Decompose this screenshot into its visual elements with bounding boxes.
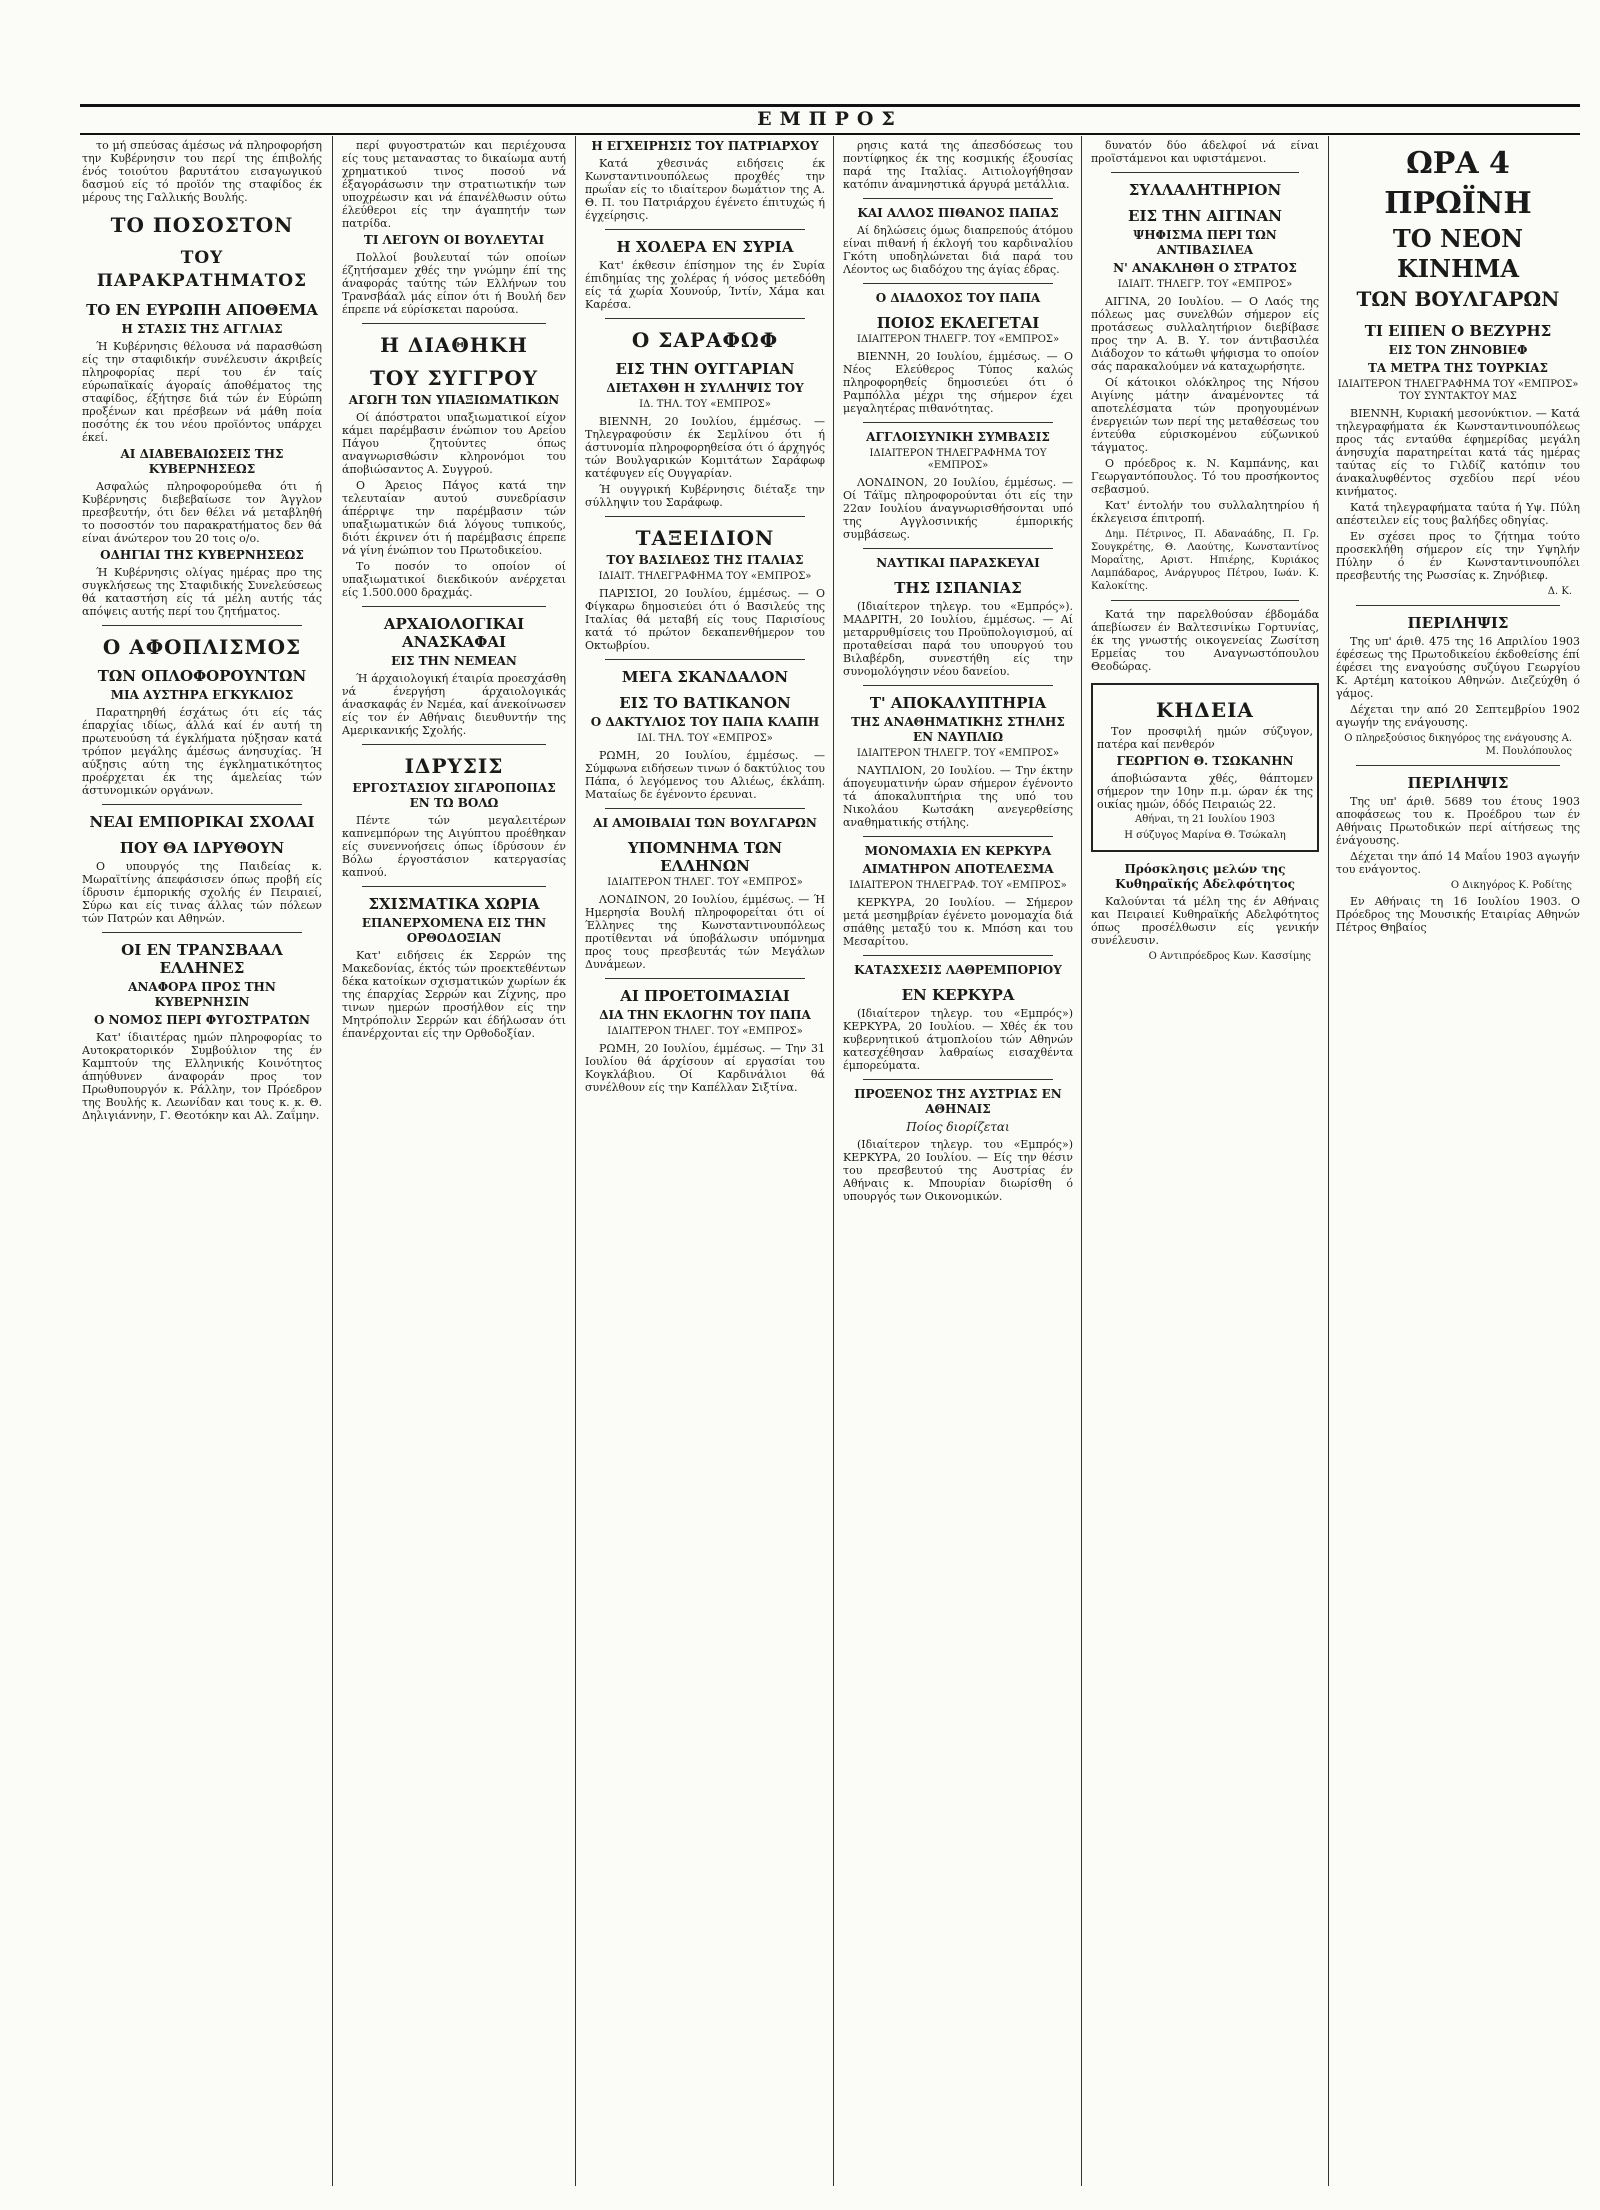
signatures: Δημ. Πέτρινος, Π. Αδαναάδης, Π. Γρ. Σουγκρέτης, Θ. Λαούτης, Κωνσταντίνος Μοραΐτης, Αριστ. Ηπιέρης, Κυριάκος Λαμπάδαρος, Ανάργυρος Πέτρου, Ιωάν. Κ. Καλοκίτης. (1091, 529, 1319, 592)
edition-banner: ΩΡΑ 4 ΠΡΩΪΝΗ (1384, 146, 1532, 221)
divider (605, 659, 805, 660)
article-text: ΒΙΕΝΝΗ, Κυριακή μεσονύκτιον. — Κατά τηλεγραφήματα έκ Κωνσταντινουπόλεως προς τάς ενταύθα έφημερίδας μεγάλη άνησυχία παρατηρείται κατά τάς ημέρας ταύτας είς το Γιλδίζ κατόπιν του άνακαλυφθέντος σχεδίου περί νέου κινήματος. (1336, 407, 1580, 498)
divider (863, 422, 1053, 423)
notice-signature: Ο Αντιπρόεδρος Κων. Κασσίμης (1148, 951, 1311, 962)
subheadline: ΕΠΑΝΕΡΧΟΜΕΝΑ ΕΙΣ ΤΗΝ ΟΡΘΟΔΟΞΙΑΝ (361, 916, 547, 945)
article-text: Το ποσόν το οποίον οί υπαξιωματικοί διεκδικούν ανέρχεται είς 1.500.000 δραχμάς. (342, 560, 566, 599)
subheadline: ΕΙΣ ΤΟΝ ΖΗΝΟΒΙΕΦ (1388, 343, 1528, 357)
author-initials: Δ. Κ. (1547, 586, 1572, 597)
subheadline: Ο ΝΟΜΟΣ ΠΕΡΙ ΦΥΓΟΣΤΡΑΤΩΝ (93, 1013, 311, 1027)
article-text: Εν σχέσει προς το ζήτημα τούτο προσεκλήθη σήμερον είς την Υψηλήν Πύλην ό έν Κωνσταντινουπόλει πρεσβευτής της Ρωσσίας κ. Ζηνόβιεφ. (1336, 530, 1580, 582)
headline: ΤΑΞΕΙΔΙΟΝ (635, 526, 775, 550)
headline: ΤΩΝ ΒΟΥΛΓΑΡΩΝ (1356, 287, 1560, 311)
subheadline: ΤΟΥ ΒΑΣΙΛΕΩΣ ΤΗΣ ΙΤΑΛΙΑΣ (606, 553, 804, 567)
article-text: ΒΙΕΝΝΗ, 20 Ιουλίου, έμμέσως. — Τηλεγραφούσιν έκ Σεμλίνου ότι ή άστυνομία πληροφορηθείσα ότι ό άρχηγός τών Βουλγαρικών Κομιτάτων Σαράφωφ κατέφυγεν είς Ουγγαρίαν. (585, 415, 825, 480)
divider (102, 804, 302, 805)
headline: ΕΙΣ ΤΟ ΒΑΤΙΚΑΝΟΝ (619, 694, 791, 712)
article-text: Κατά τηλεγραφήματα ταύτα ή Υψ. Πύλη απέστειλεν είς τους βαλήδες οδηγίας. (1336, 501, 1580, 527)
divider (362, 606, 546, 607)
headline: ΚΑΙ ΑΛΛΟΣ ΠΙΘΑΝΟΣ ΠΑΠΑΣ (857, 206, 1059, 220)
column-3 (585, 136, 825, 2186)
article-text: ΛΟΝΔΙΝΟΝ, 20 Ιουλίου, έμμέσως. — Οί Τάϊμς πληροφορούνται ότι είς την 22αν Ιουλίου άναγνωρισθήσονται υπό της Αγγλοσινικής έμπορικής συμβάσεως. (843, 476, 1073, 541)
headline: ΤΗΣ ΙΣΠΑΝΙΑΣ (894, 579, 1022, 597)
subheadline: ΑΝΑΦΟΡΑ ΠΡΟΣ ΤΗΝ ΚΥΒΕΡΝΗΣΙΝ (128, 980, 276, 1009)
headline: Ο ΑΦΟΠΛΙΣΜΟΣ (102, 635, 302, 659)
headline: ΠΡΟΞΕΝΟΣ ΤΗΣ ΑΥΣΤΡΙΑΣ ΕΝ ΑΘΗΝΑΙΣ (854, 1087, 1062, 1116)
divider (863, 283, 1053, 284)
column-rule (833, 136, 834, 2186)
dateline: ΙΔΙ. ΤΗΛ. ΤΟΥ «ΕΜΠΡΟΣ» (637, 733, 773, 744)
article-text: Ασφαλώς πληροφορούμεθα ότι ή Κυβέρνησις διεβεβαίωσε τον Άγγλον πρεσβευτήν, ότι δεν θέλει νά μεταβληθή το ποσοστόν του παρακρατήματος δεν θά είναι άνώτερον του 20 τοις ο/ο. (82, 480, 322, 545)
headline: ΣΧΙΣΜΑΤΙΚΑ ΧΩΡΙΑ (368, 895, 540, 913)
divider (605, 229, 805, 230)
dateline: ΙΔΙΑΙΤΕΡΟΝ ΤΗΛΕΓ. ΤΟΥ «ΕΜΠΡΟΣ» (607, 1026, 803, 1037)
article-text: ΡΩΜΗ, 20 Ιουλίου, έμμέσως. — Την 31 Ιουλίου θά άρχίσουν αί εργασίαι του Κογκλάβιου. Οί Καρδινάλιοι θά συνέλθουν είς την Καπέλλαν Σιξτίνα. (585, 1042, 825, 1094)
headline: ΑΙ ΠΡΟΕΤΟΙΜΑΣΙΑΙ (620, 987, 790, 1005)
article-text: ρησις κατά της άπεσδόσεως του ποντίφηκος έκ της κοσμικής έξουσίας παρά της Ιταλίας. Αιτιολογήθησαν κατόπιν άναμνηστικά άργυρά μετάλλια. (843, 139, 1073, 191)
headline: ΕΙΣ ΤΗΝ ΑΙΓΙΝΑΝ (1128, 207, 1282, 225)
subheadline: ΟΔΗΓΙΑΙ ΤΗΣ ΚΥΒΕΡΝΗΣΕΩΣ (100, 548, 304, 562)
divider (1111, 600, 1299, 601)
headline: ΤΟ ΝΕΟΝ ΚΙΝΗΜΑ (1392, 224, 1524, 283)
subheadline: ΤΟ ΕΝ ΕΥΡΩΠΗ ΑΠΟΘΕΜΑ (86, 301, 318, 319)
newspaper-title: ΕΜΠΡΟΣ (757, 108, 903, 130)
column-rule (332, 136, 333, 2186)
column-rule (1328, 136, 1329, 2186)
divider (605, 516, 805, 517)
article-text: Ή ουγγρική Κυβέρνησις διέταξε την σύλληψιν του Σαράφωφ. (585, 483, 825, 509)
article-text: (Ιδιαίτερον τηλεγρ. του «Εμπρός») ΚΕΡΚΥΡΑ, 20 Ιουλίου. — Είς την θέσιν του πρεσβευτού της Αυστρίας έν Αθήναις κ. Μπουρίαν διωρίσθη ό υπουργός των Οικονομικών. (843, 1138, 1073, 1203)
headline: ΙΔΡΥΣΙΣ (404, 754, 504, 778)
subheadline: ΤΙ ΕΙΠΕΝ Ο ΒΕΖΥΡΗΣ (1364, 322, 1552, 340)
divider (605, 808, 805, 809)
headline: ΕΙΣ ΤΗΝ ΟΥΓΓΑΡΙΑΝ (615, 360, 795, 378)
divider (863, 955, 1053, 956)
divider (605, 978, 805, 979)
column-5 (1091, 136, 1319, 2186)
dateline: ΙΔΙΑΙΤ. ΤΗΛΕΓΡ. ΤΟΥ «ΕΜΠΡΟΣ» (1117, 279, 1293, 290)
subheadline: ΑΙΜΑΤΗΡΟΝ ΑΠΟΤΕΛΕΣΜΑ (862, 862, 1054, 876)
article-text: Ή Κυβέρνησις θέλουσα νά παρασθώση είς την σταφιδικήν συνέλευσιν άκριβείς πληροφορίας περί του έν ταίς εύρωπαϊκαίς άγοραίς άποθέματος της σταφίδος, έξήτησε διά τών έν Εύρώπη προξένων και πρέσβεων νά μάθη ποία ποσότης έκ του νέου προϊόντος υπάρχει έκεί. (82, 340, 322, 444)
subheadline: ΑΙ ΔΙΑΒΕΒΑΙΩΣΕΙΣ ΤΗΣ ΚΥΒΕΡΝΗΣΕΩΣ (120, 447, 284, 476)
subheadline: ΤΗΣ ΑΝΑΘΗΜΑΤΙΚΗΣ ΣΤΗΛΗΣ ΕΝ ΝΑΥΠΛΙΩ (851, 715, 1065, 744)
dateline: ΙΔ. ΤΗΛ. ΤΟΥ «ΕΜΠΡΟΣ» (639, 399, 771, 410)
headline: Τ' ΑΠΟΚΑΛΥΠΤΗΡΙΑ (869, 694, 1047, 712)
divider (102, 932, 302, 933)
subheadline: Η ΣΤΑΣΙΣ ΤΗΣ ΑΓΓΛΙΑΣ (121, 322, 283, 336)
subheadline: ΜΙΑ ΑΥΣΤΗΡΑ ΕΓΚΥΚΛΙΟΣ (110, 688, 294, 702)
dateline: ΙΔΙΑΙΤΕΡΟΝ ΤΗΛΕΓΡ. ΤΟΥ «ΕΜΠΡΟΣ» (856, 748, 1060, 759)
headline: ΟΙ ΕΝ ΤΡΑΝΣΒΑΑΛ ΕΛΛΗΝΕΣ (121, 941, 283, 977)
headline: ΤΟΥ ΣΥΓΓΡΟΥ (369, 366, 539, 390)
notice-heading: ΠΕΡΙΛΗΨΙΣ (1407, 614, 1509, 632)
divider (863, 836, 1053, 837)
subheadline: ΨΗΦΙΣΜΑ ΠΕΡΙ ΤΩΝ ΑΝΤΙΒΑΣΙΛΕΑ (1133, 228, 1277, 257)
dateline: ΙΔΙΑΙΤ. ΤΗΛΕΓΡΑΦΗΜΑ ΤΟΥ «ΕΜΠΡΟΣ» (598, 571, 812, 582)
article-text: Κατ' έντολήν του συλλαλητηρίου ή έκλεγεισα έπιτροπή. (1091, 499, 1319, 525)
dateline: ΙΔΙΑΙΤΕΡΟΝ ΤΗΛΕΓΡ. ΤΟΥ «ΕΜΠΡΟΣ» (856, 334, 1060, 345)
article-text: περί φυγοστρατών και περιέχουσα είς τους μεταναστας το δικαίωμα αυτή χρηματικού τινος ποσού νά έξαγοράσωσιν την στρατιωτικήν των υποχρέωσιν και νά έπανέλθωσιν ούτω έλεύθεροι είς την άγαπητήν των πατρίδα. (342, 139, 566, 230)
notice-text: άποβιώσαντα χθές, θάπτομεν σήμερον την 10ην π.μ. ώραν έκ της οικίας ημών, όδός Πειραιώς 22. (1097, 772, 1313, 811)
divider (362, 323, 546, 324)
headline: ΠΟΙΟΣ ΕΚΛΕΓΕΤΑΙ (876, 314, 1040, 332)
headline: ΤΩΝ ΟΠΛΟΦΟΡΟΥΝΤΩΝ (97, 667, 307, 685)
divider (863, 1079, 1053, 1080)
article-text: ΛΟΝΔΙΝΟΝ, 20 Ιουλίου, έμμέσως. — Ή Ημερησία Βουλή πληροφορείται ότι οί Έλληνες της Κωνσταντινουπόλεως προτίθενται νά ύποβάλωσιν υπόμνημα προς τους πρεσβευτάς τών Μεγάλων Δυνάμεων. (585, 893, 825, 971)
notice-signature: Ο πληρεξούσιος δικηγόρος της ενάγουσης Α. Μ. Πουλόπουλος (1344, 733, 1572, 757)
divider (1356, 765, 1560, 766)
headline: ΚΑΤΑΣΧΕΣΙΣ ΛΑΘΡΕΜΠΟΡΙΟΥ (854, 963, 1062, 977)
divider (863, 198, 1053, 199)
dateline: ΙΔΙΑΙΤΕΡΟΝ ΤΗΛΕΓ. ΤΟΥ «ΕΜΠΡΟΣ» (607, 877, 803, 888)
notice-text: Δέχεται την από 20 Σεπτεμβρίου 1902 αγωγήν της ενάγουσης. (1336, 703, 1580, 729)
article-text: ΚΕΡΚΥΡΑ, 20 Ιουλίου. — Σήμερον μετά μεσημβρίαν έγένετο μονομαχία διά σπάθης μεταξύ του κ. Μπόση και του Μεσαρίτου. (843, 896, 1073, 948)
headline: ΑΓΓΛΟΙΣΥΝΙΚΗ ΣΥΜΒΑΣΙΣ (866, 430, 1050, 444)
article-text: Ο πρόεδρος κ. Ν. Καμπάνης, και Γεωργαντόπουλος. Τό του προσήκοντος σεβασμού. (1091, 457, 1319, 496)
notice-text: Της υπ' άριθ. 475 της 16 Απριλίου 1903 έφέσεως της Πρωτοδικείου έκδοθείσης έπί έφέσει της εναγούσης συζύγου Γεωργίου Κ. Αρτέμη κατοίκου Αθηνών. Διεζεύχθη ό γάμος. (1336, 635, 1580, 700)
article-text: Κατά χθεσινάς ειδήσεις έκ Κωνσταντινουπόλεως προχθές την πρωΐαν είς το ιδιαίτερον δωμάτιον της Α. Θ. Π. του Πατριάρχου έγένετο έπιτυχώς ή έγχείρησις. (585, 157, 825, 222)
notice-text: Τον προσφιλή ημών σύζυγον, πατέρα καί πενθερόν (1097, 725, 1313, 751)
headline: Η ΧΟΛΕΡΑ ΕΝ ΣΥΡΙΑ (616, 238, 794, 256)
article-text: (Ιδιαίτερον τηλεγρ. του «Εμπρός») ΚΕΡΚΥΡΑ, 20 Ιουλίου. — Χθές έκ του κυβερνητικού άτμοπλοίου τών Αθηνών κατεσχέθησαν λαθραίως εισαχθέντα έμπορεύματα. (843, 1007, 1073, 1072)
article-text: Παρατηρηθή έσχάτως ότι είς τάς έπαρχίας ιδίως, άλλά καί έν αυτή τη πρωτευούση τά έγκλήματα ηύξησαν κατά τρόπον μεγάλης άμέσως άνησυχίας. Ή αύξησις αύτη της έγκληματικότητος προέρχεται έκ της άμελείας τών άστυνομικών οργάνων. (82, 706, 322, 797)
article-text: Κατ' έκθεσιν έπίσημον της έν Συρία έπιδημίας της χολέρας ή νόσος μετεδόθη είς τά χωρία Χουνούρ, Ίντίν, Χάμα και Καρέσα. (585, 259, 825, 311)
subheadline: ΔΙΑ ΤΗΝ ΕΚΛΟΓΗΝ ΤΟΥ ΠΑΠΑ (599, 1008, 811, 1022)
notice-signature: Ο Δικηγόρος Κ. Ροδίτης (1450, 880, 1572, 891)
notice-text: Εν Αθήναις τη 16 Ιουλίου 1903. Ο Πρόεδρος της Μουσικής Εταιρίας Αθηνών Πέτρος Θηβαίος (1336, 895, 1580, 934)
notice-signature: Η σύζυγος Μαρίνα Θ. Τσώκαλη (1124, 830, 1286, 841)
headline: Ο ΔΙΑΔΟΧΟΣ ΤΟΥ ΠΑΠΑ (875, 291, 1041, 305)
article-text: ΝΑΥΠΛΙΟΝ, 20 Ιουλίου. — Την έκτην άπογευματινήν ώραν σήμερον έγένοντο τά άποκαλυπτήρια της υπό του Νικολάου Κωτσάκη ανεγερθείσης αναθηματικής στήλης. (843, 764, 1073, 829)
headline: ΣΥΛΛΑΛΗΤΗΡΙΟΝ (1128, 181, 1282, 199)
column-rule (575, 136, 576, 2186)
headline: ΜΕΓΑ ΣΚΑΝΔΑΛΟΝ (621, 668, 789, 686)
funeral-notice-box (1091, 683, 1319, 852)
dateline: ΙΔΙΑΙΤΕΡΟΝ ΤΗΛΕΓΡΑΦ. ΤΟΥ «ΕΜΠΡΟΣ» (849, 880, 1067, 891)
subheadline: ΕΡΓΟΣΤΑΣΙΟΥ ΣΙΓΑΡΟΠΟΙΙΑΣ ΕΝ ΤΩ ΒΟΛΩ (352, 781, 556, 810)
column-1 (82, 136, 322, 2186)
subheadline: Ν' ΑΝΑΚΛΗΘΗ Ο ΣΤΡΑΤΟΣ (1113, 261, 1297, 275)
article-text: Αί δηλώσεις όμως διαπρεπούς άτόμου είναι πιθανή ή έκλογή του καρδιναλίου Γκότη υποδηλώνεται διά παρά του Λέοντος ως διαδόχου της άγίας έδρας. (843, 224, 1073, 276)
article-text: Ο υπουργός της Παιδείας κ. Μωραϊτίνης άπεφάσισεν όπως προβή είς ίδρυσιν έμπορικής σχολής έν Πειραιεί, Σύρω και είς τινας άλλας τών πόλεων τών Πατρών και Αθηνών. (82, 860, 322, 925)
article-text: Ο Άρειος Πάγος κατά την τελευταίαν αυτού συνεδρίασιν άπέρριψε την παρέμβασιν τών υπαξιωματικών διά λόγους τυπικούς, διότι έκρινεν ότι ή παρέμβασις έπρεπε νά γίνη ένώπιον του Πρωτοδικείου. (342, 479, 566, 557)
notice-heading: ΠΕΡΙΛΗΨΙΣ (1407, 774, 1509, 792)
divider (605, 318, 805, 319)
headline: ΝΕΑΙ ΕΜΠΟΡΙΚΑΙ ΣΧΟΛΑΙ (89, 813, 315, 831)
notice-date: Αθήναι, τη 21 Ιουλίου 1903 (1135, 814, 1275, 825)
subheadline: ΤΙ ΛΕΓΟΥΝ ΟΙ ΒΟΥΛΕΥΤΑΙ (363, 233, 545, 247)
article-text: ΒΙΕΝΝΗ, 20 Ιουλίου, έμμέσως. — Ο Νέος Ελεύθερος Τύπος καλώς πληροφορηθείς δημοσιεύει ότι ό Ραμπόλλα μέχρι της σήμερον έχει μεγαλητέρας πιθανότητας. (843, 350, 1073, 415)
divider (102, 625, 302, 626)
column-rule (1081, 136, 1082, 2186)
notice-text: Της υπ' άριθ. 5689 του έτους 1903 αποφάσεως του κ. Προέδρου των έν Αθήναις Πρωτοδικών περί αίτήσεως της ένάγουσης. (1336, 795, 1580, 847)
article-text: το μή σπεύσας άμέσως νά πληροφορήση την Κυβέρνησιν του περί της έπιβολής ένός τοιούτου βαρυτάτου εισαγωγικού δασμού είς τό προϊόν της σταφίδος έκ μέρους της Γαλλικής Βουλής. (82, 139, 322, 204)
article-text: Κατ' ειδήσεις έκ Σερρών της Μακεδονίας, έκτός τών προεκτεθέντων δέκα κατοίκων σχισματικών χωρίων έκ της έπαρχίας Σερρών και Ζίχνης, προ τινων ημερών προσήλθον είς την Μητρόπολιν Σερρών και έδήλωσαν ότι έπανέρχονται είς την Ορθοδοξίαν. (342, 949, 566, 1040)
divider (863, 685, 1053, 686)
headline: Η ΕΓΧΕΙΡΗΣΙΣ ΤΟΥ ΠΑΤΡΙΑΡΧΟΥ (591, 139, 819, 153)
headline: ΑΙ ΑΜΟΙΒΑΙΑΙ ΤΩΝ ΒΟΥΛΓΑΡΩΝ (593, 816, 817, 830)
notice-name: ΓΕΩΡΓΙΟΝ Θ. ΤΣΩΚΑΝΗΝ (1116, 754, 1294, 768)
headline: ΑΡΧΑΙΟΛΟΓΙΚΑΙ ΑΝΑΣΚΑΦΑΙ (383, 615, 525, 651)
notice-heading: ΚΗΔΕΙΑ (1156, 698, 1254, 722)
headline: ΤΟ ΠΟΣΟΣΤΟΝ (110, 213, 294, 237)
article-text: Πολλοί βουλευταί τών οποίων έζητήσαμεν χθές την γνώμην έπί της άναφοράς ταύτης τών Ελλήνων του Τρανσβάαλ μάς είπον ότι ή Βουλή δεν έπρεπε νά εύρίσκεται παρούσα. (342, 251, 566, 316)
headline: ΤΟΥ ΠΑΡΑΚΡΑΤΗΜΑΤΟΣ (96, 248, 308, 291)
article-text: Κατά την παρελθούσαν έβδομάδα άπεβίωσεν έν Βαλτεσινίκω Γορτυνίας, έκ της γνωστής οικογενείας Ζωσίτση Ερμείας του Αναγνωστόπουλου Θεοδώρας. (1091, 608, 1319, 673)
article-text: Ή Κυβέρνησις ολίγας ημέρας προ της συγκλήσεως της Σταφιδικής Συνελεύσεως θά καταστήση είς τά μέλη αυτής τάς απόψεις αυτής περί του ζητήματος. (82, 566, 322, 618)
headline: Ο ΣΑΡΑΦΩΦ (631, 328, 779, 352)
subheadline: ΔΙΕΤΑΧΘΗ Η ΣΥΛΛΗΨΙΣ ΤΟΥ (606, 381, 804, 395)
notice-heading: Πρόσκλησις μελών της Κυθηραϊκής Αδελφότητος (1115, 862, 1295, 891)
column-4 (843, 136, 1073, 2186)
headline: ΜΟΝΟΜΑΧΙΑ ΕΝ ΚΕΡΚΥΡΑ (864, 844, 1052, 858)
masthead (80, 104, 1580, 135)
subheadline: ΠΟΥ ΘΑ ΙΔΡΥΘΟΥΝ (119, 839, 285, 857)
article-text: ΠΑΡΙΣΙΟΙ, 20 Ιουλίου, έμμέσως. — Ο Φίγκαρω δημοσιεύει ότι ό Βασιλεύς της Ιταλίας θά μεταβή είς τους Παρισίους κατά τό πρώτον δεκαπενθήμερον του Οκτωβρίου. (585, 587, 825, 652)
article-text: Ή άρχαιολογική έταιρία προεσχάσθη νά ένεργήση άρχαιολογικάς άνασκαφάς έν Νεμέα, καί άνεκοίνωσεν είς τον έν Αθήναις διευθυντήν της Αμερικανικής Σχολής. (342, 672, 566, 737)
column-6 (1336, 136, 1580, 2186)
article-text: Οί κάτοικοι ολόκληρος της Νήσου Αιγίνης μάτην άναμένοντες τά αποτελέσματα τών προηγουμένων ένεργειών των περί της μεταθέσεως του έντεύθα εύρισκομένου εύζωνικού τάγματος. (1091, 376, 1319, 454)
article-text: Κατ' ίδιαιτέρας ημών πληροφορίας το Αυτοκρατορικόν Συμβούλιον της έν Καμπτούν της Ελληνικής Κοινότητος άπηύθυνεν άναφοράν προς τον Πρωθυπουργόν κ. Ράλλην, τον Πρόεδρον της Βουλής κ. Λεωνίδαν και τους κ. κ. Θ. Δηλιγιάννην, Γ. Θεοτόκην και Αλ. Ζαΐμην. (82, 1031, 322, 1122)
subheadline: ΑΓΩΓΗ ΤΩΝ ΥΠΑΞΙΩΜΑΤΙΚΩΝ (348, 393, 560, 407)
dateline: ΙΔΙΑΙΤΕΡΟΝ ΤΗΛΕΓΡΑΦΗΜΑ ΤΟΥ «ΕΜΠΡΟΣ» (869, 448, 1047, 471)
divider (1111, 172, 1299, 173)
headline: Η ΔΙΑΘΗΚΗ (380, 333, 528, 357)
divider (362, 744, 546, 745)
divider (362, 886, 546, 887)
article-text: ΑΙΓΙΝΑ, 20 Ιουλίου. — Ο Λαός της πόλεως μας συνελθών σήμερον είς προτάσεως συλλαλητήριον διεβίβασε προς την Α. Β. Υ. τον άντιβασιλέα Διάδοχον το κάτωθι ψήφισμα το οποίον σάς παρακαλούμεν νά καταχωρήσητε. (1091, 295, 1319, 373)
divider (863, 548, 1053, 549)
subheadline: Ποίος διορίζεται (906, 1120, 1010, 1134)
dateline: ΙΔΙΑΙΤΕΡΟΝ ΤΗΛΕΓΡΑΦΗΜΑ ΤΟΥ «ΕΜΠΡΟΣ» ΤΟΥ ΣΥΝΤΑΚΤΟΥ ΜΑΣ (1337, 379, 1579, 402)
headline: ΕΝ ΚΕΡΚΥΡΑ (901, 986, 1015, 1004)
headline: ΥΠΟΜΝΗΜΑ ΤΩΝ ΕΛΛΗΝΩΝ (627, 839, 783, 875)
column-2 (342, 136, 566, 2186)
subheadline: Ο ΔΑΚΤΥΛΙΟΣ ΤΟΥ ΠΑΠΑ ΚΛΑΠΗ (590, 715, 820, 729)
article-text: Οί άπόστρατοι υπαξιωματικοί είχον κάμει παρέμβασιν ένώπιον του Αρείου Πάγου ζητούντες όπως αναγνωρισθώσιν κληρονόμοι του άποβιώσαντος Α. Συγγρού. (342, 411, 566, 476)
divider (1356, 605, 1560, 606)
notice-text: Καλούνται τά μέλη της έν Αθήναις και Πειραιεί Κυθηραϊκής Αδελφότητος όπως προσέλθωσιν είς γενικήν συνέλευσιν. (1091, 895, 1319, 947)
article-text: (Ιδιαίτερον τηλεγρ. του «Εμπρός»). ΜΑΔΡΙΤΗ, 20 Ιουλίου, έμμέσως. — Αί μεταρρυθμίσεις του Προϋπολογισμού, αί προταθείσαι παρά του υπουργού του Βιλαβέρδη, συνεστήθη είς την συνομολόγησιν νέου δανείου. (843, 600, 1073, 678)
article-text: Πέντε τών μεγαλειτέρων καπνεμπόρων της Αιγύπτου προέθηκαν είς συνεννοήσεις όπως ίδρύσουν έν Βόλω έργοστάσιον κατεργασίας καπνού. (342, 814, 566, 879)
subheadline: ΕΙΣ ΤΗΝ ΝΕΜΕΑΝ (391, 654, 517, 668)
subheadline: ΤΑ ΜΕΤΡΑ ΤΗΣ ΤΟΥΡΚΙΑΣ (1367, 361, 1549, 375)
headline: ΝΑΥΤΙΚΑΙ ΠΑΡΑΣΚΕΥΑΙ (876, 556, 1040, 570)
article-text: δυνατόν δύο άδελφοί νά είναι προϊστάμενοι και υφιστάμενοι. (1091, 139, 1319, 165)
notice-text: Δέχεται την άπό 14 Μαΐου 1903 αγωγήν του ενάγοντος. (1336, 850, 1580, 876)
article-text: ΡΩΜΗ, 20 Ιουλίου, έμμέσως. — Σύμφωνα ειδήσεων τινων ό δακτύλιος του Πάπα, ό λεγόμενος του Αλιέως, έκλάπη. Ματαίως δε έγένοντο έρευναι. (585, 749, 825, 801)
